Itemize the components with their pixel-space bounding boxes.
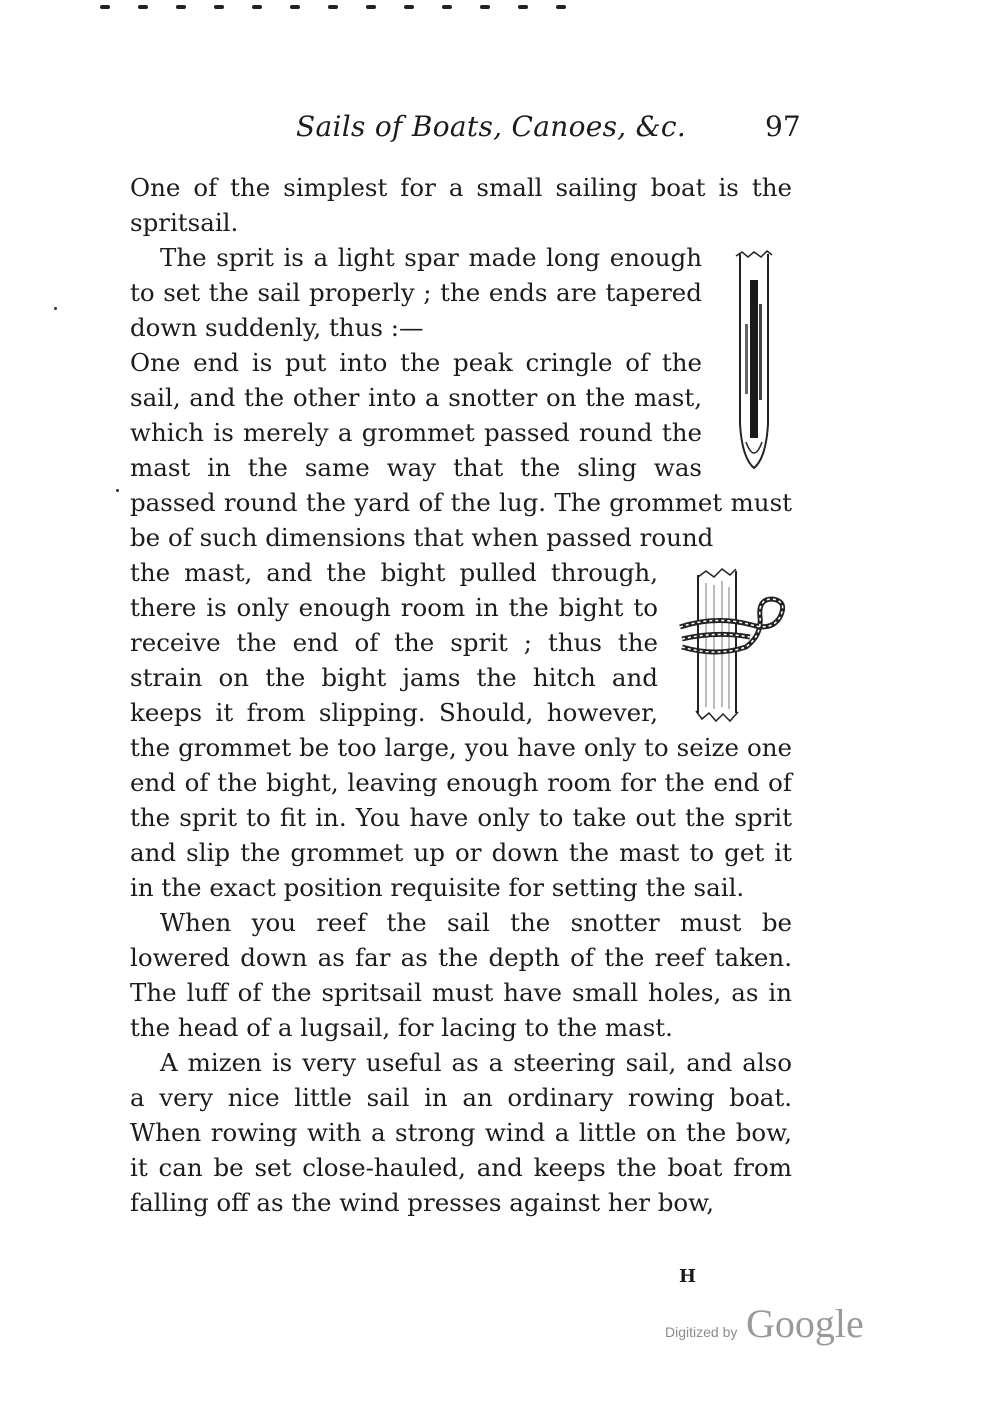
paragraph-4: the mast, and the bight pulled through, there is only enough room in the bight to receive the end of the sprit ; thus the strain on the bight jams the hitch and keeps it from slipping. Should, however, the grommet be too large, you have only to seize one end of the bight, leaving enough room for the end of the sprit to fit in. You have only to take out the sprit and slip the grommet up or down the mast to get it in the exact position requisite for setting the sail.	[130, 558, 792, 902]
watermark-prefix: Digitized by	[665, 1324, 738, 1340]
top-edge-residue	[100, 0, 640, 4]
paragraph-6: A mizen is very useful as a steering sail, and also a very nice little sail in an ordinary rowing boat. When rowing with a strong wind a little on the bow, it can be set close-hauled, and keeps the boat from falling off as the wind presses against her bow,	[130, 1048, 792, 1217]
paragraph-1: One of the simplest for a small sailing boat is the spritsail.	[130, 173, 792, 237]
page-header	[0, 110, 988, 150]
signature-mark: H	[679, 1266, 697, 1287]
paragraph-2: The sprit is a light spar made long enough to set the sail properly ; the ends are tapered down suddenly, thus :—	[130, 243, 702, 342]
grommet-illustration	[676, 561, 792, 729]
page-number: 97	[765, 110, 801, 143]
sprit-drawing	[730, 244, 780, 474]
paragraph-5: When you reef the sail the snotter must be lowered down as far as the depth of the reef taken. The luff of the spritsail must have small holes, as in the head of a lugsail, for lacing to the mast.	[130, 908, 792, 1042]
body-text	[130, 170, 792, 1220]
grommet-drawing	[676, 561, 792, 729]
stray-mark	[54, 307, 57, 310]
paragraph-3: One end is put into the peak cringle of the sail, and the other into a snotter on the mast, which is merely a grommet passed round the mast in the same way that the sling was passed round the yard of the lug. The grommet must be of such dimensions that when passed round	[130, 348, 792, 552]
google-logo: Google	[746, 1301, 864, 1346]
stray-mark	[116, 489, 119, 492]
sprit-illustration	[730, 244, 780, 474]
running-title: Sails of Boats, Canoes, &c.	[296, 110, 687, 143]
